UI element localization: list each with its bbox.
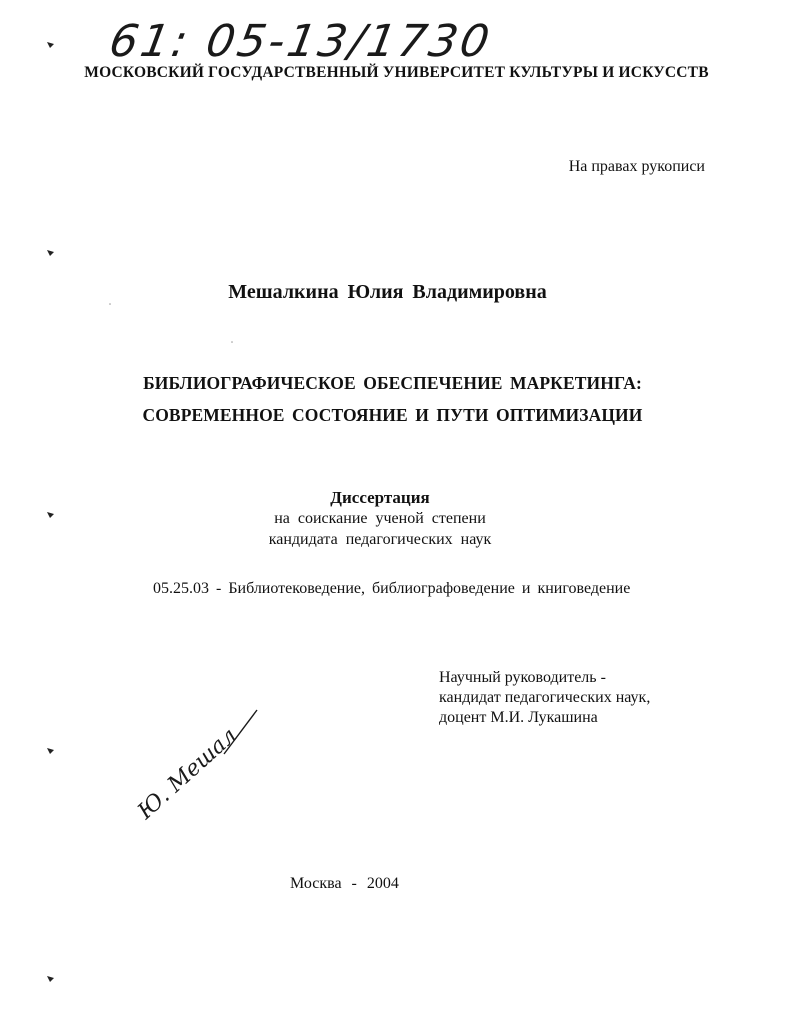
author-signature <box>132 708 262 828</box>
thesis-title-line: БИБЛИОГРАФИЧЕСКОЕ ОБЕСПЕЧЕНИЕ МАРКЕТИНГА: <box>143 373 642 393</box>
handwritten-code-text: 61: 05-13/1730 <box>105 16 496 67</box>
dissertation-degree-line: на соискание ученой степени <box>274 510 486 527</box>
margin-dot <box>46 974 55 983</box>
author-name: Мешалкина Юлия Владимировна <box>228 281 547 303</box>
supervisor-line: Научный руководитель - <box>439 669 606 686</box>
signature-text: Ю. Мешал <box>133 723 242 825</box>
margin-dot <box>46 248 55 257</box>
supervisor-line: доцент М.И. Лукашина <box>439 709 598 726</box>
margin-dot <box>46 746 55 755</box>
supervisor-line: кандидат педагогических наук, <box>439 689 651 706</box>
specialty-code: 05.25.03 - Библиотековедение, библиографоведение и книговедение <box>153 580 631 597</box>
dissertation-degree-line: кандидата педагогических наук <box>268 531 492 548</box>
university-name: МОСКОВСКИЙ ГОСУДАРСТВЕННЫЙ УНИВЕРСИТЕТ КУЛЬТУРЫ И ИСКУССТВ <box>84 64 709 81</box>
handwritten-archive-code <box>105 8 496 68</box>
dissertation-type: Диссертация <box>330 488 430 507</box>
rights-note: На правах рукописи <box>568 158 705 175</box>
scan-speck <box>108 302 112 306</box>
margin-dot <box>46 40 55 49</box>
scan-speck <box>230 340 234 344</box>
city-year: Москва - 2004 <box>290 875 399 892</box>
thesis-title-line: СОВРЕМЕННОЕ СОСТОЯНИЕ И ПУТИ ОПТИМИЗАЦИИ <box>142 405 643 425</box>
